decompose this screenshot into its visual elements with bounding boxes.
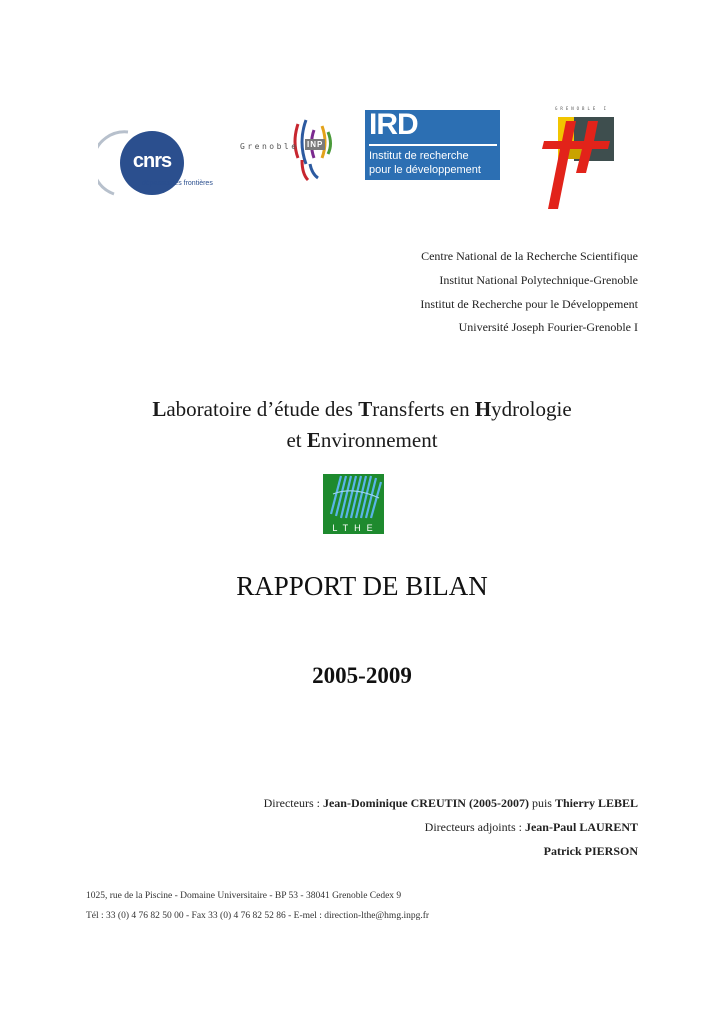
ujf-wordmark: GRENOBLE I: [555, 106, 610, 111]
lthe-text: LTHE: [332, 523, 379, 533]
lab-text-a: aboratoire d’étude des: [166, 397, 359, 421]
ird-line2: pour le développement: [369, 164, 481, 176]
directors-label: Directeurs :: [263, 796, 323, 810]
contact-line: Tél : 33 (0) 4 76 82 50 00 - Fax 33 (0) 4 76 82 52 86 - E-mel : direction-lthe@hmg.inpg.fr: [86, 911, 430, 921]
lab-text-et: et: [286, 428, 307, 452]
ird-logo: [365, 110, 500, 180]
lab-initial-t: T: [358, 397, 373, 421]
institution-inpg: Institut National Polytechnique-Grenoble: [439, 273, 638, 287]
lab-initial-l: L: [152, 397, 167, 421]
report-title: RAPPORT DE BILAN: [236, 571, 488, 601]
adjoints-line: [425, 820, 638, 835]
ird-divider: [369, 144, 497, 146]
inp-word: Grenoble: [240, 142, 299, 151]
cnrs-tagline: dépasser les frontières: [142, 180, 213, 187]
inp-bars-icon: [288, 116, 338, 186]
lab-text-c: ydrologie: [491, 397, 572, 421]
adjoint-first: Jean-Paul LAURENT: [524, 820, 638, 834]
adjoint-second: Patrick PIERSON: [543, 844, 638, 858]
lab-initial-h: H: [474, 397, 492, 421]
directors-between: puis: [528, 796, 555, 810]
adjoints-label: Directeurs adjoints :: [424, 820, 525, 834]
lab-title-line1: [0, 397, 724, 422]
inp-badge: INP: [307, 140, 324, 149]
ird-acronym: IRD: [369, 108, 418, 141]
director-second: Thierry LEBEL: [554, 796, 638, 810]
ujf-emblem-icon: [540, 113, 616, 209]
lthe-logo: [323, 474, 384, 534]
lab-initial-e: E: [306, 428, 321, 452]
institution-ujf: Université Joseph Fourier-Grenoble I: [458, 320, 638, 334]
lab-title-line2: [0, 428, 724, 453]
ird-line1: Institut de recherche: [369, 150, 469, 162]
lab-text-env: nvironnement: [320, 428, 438, 452]
address-line: 1025, rue de la Piscine - Domaine Universitaire - BP 53 - 38041 Grenoble Cedex 9: [86, 891, 402, 901]
directors-line: [264, 796, 638, 811]
lab-text-b: ransferts en: [372, 397, 475, 421]
institution-cnrs: Centre National de la Recherche Scientifique: [421, 249, 638, 263]
institution-ird: Institut de Recherche pour le Développement: [420, 297, 638, 311]
adjoint-second-line: [544, 844, 638, 859]
report-years: 2005-2009: [312, 663, 412, 688]
director-first: Jean-Dominique CREUTIN (2005-2007): [322, 796, 529, 810]
cnrs-name: cnrs: [132, 150, 172, 172]
